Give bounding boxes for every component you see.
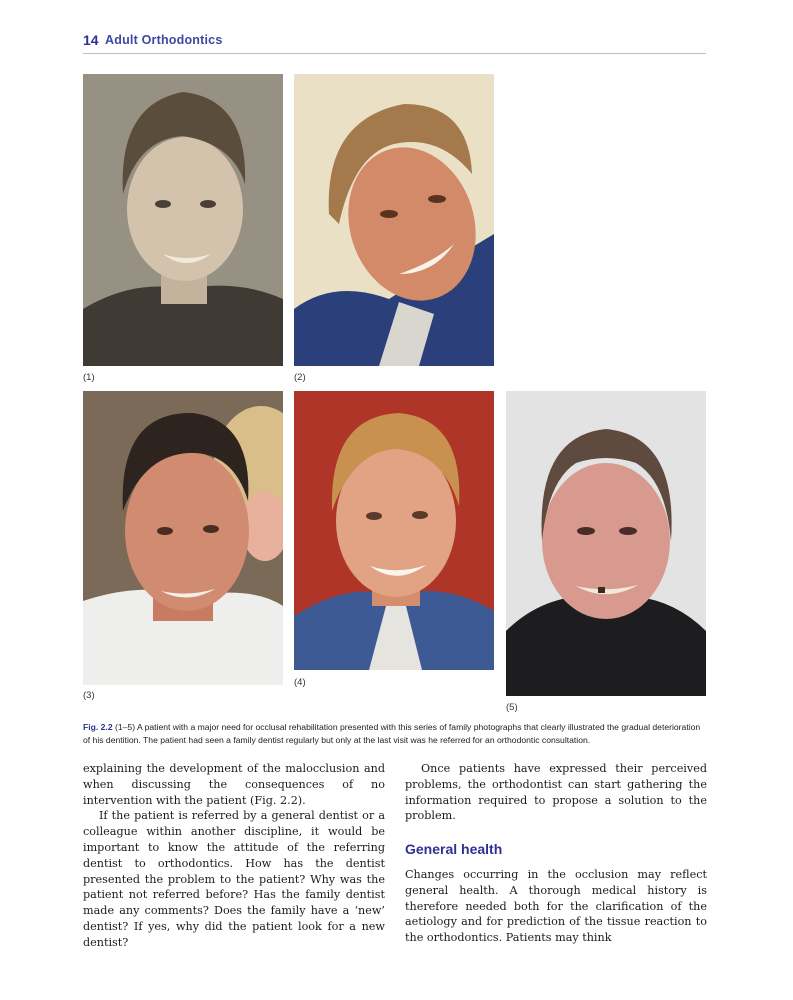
photo-2 (294, 74, 494, 366)
photo-4 (294, 391, 494, 670)
photo-label-2: (2) (294, 372, 306, 383)
book-title: Adult Orthodontics (105, 33, 223, 47)
left-paragraph-2: If the patient is referred by a general dentist or a colleague within another discipline, it would be important to know the attitude of the referring dentist to orthodontics. How has the dentist presented the problem to the patient? Why was the patient not referred before? Has the family dentist made any comments? Does the family have a ‘new’ dentist? If yes, why did the patient look for a new dentist? (83, 809, 385, 949)
right-paragraph-1: Once patients have expressed their perceived problems, the orthodontist can start gathering the information required to propose a solution to the problem. (405, 762, 707, 823)
photo-1 (83, 74, 283, 366)
right-paragraph-2: Changes occurring in the occlusion may reflect general health. A thorough medical history is therefore needed both for the clarification of the aetiology and for prediction of the tissue reaction to the orthodontics. Patients may think (405, 867, 707, 945)
photo-label-1: (1) (83, 372, 95, 383)
photo-label-4: (4) (294, 677, 306, 688)
figure-caption (83, 721, 706, 747)
photo-label-3: (3) (83, 690, 95, 701)
left-column (83, 761, 385, 951)
right-column (405, 761, 707, 946)
photo-3 (83, 391, 283, 685)
left-paragraph-1: explaining the development of the malocclusion and when discussing the consequences of no intervention with the patient (Fig. 2.2). (83, 762, 385, 807)
page-number: 14 (83, 32, 99, 48)
running-head (83, 32, 706, 54)
section-heading: General health (405, 841, 503, 858)
photo-5 (506, 391, 706, 696)
photo-label-5: (5) (506, 702, 518, 713)
caption-text: (1–5) A patient with a major need for occlusal rehabilitation presented with this series of family photographs that clearly illustrated the gradual deterioration of his dentition. The patient had seen a family dentist regularly but only at the last visit was he referred for an orthodontic consultation. (83, 722, 701, 745)
figure-label: Fig. 2.2 (83, 722, 113, 732)
